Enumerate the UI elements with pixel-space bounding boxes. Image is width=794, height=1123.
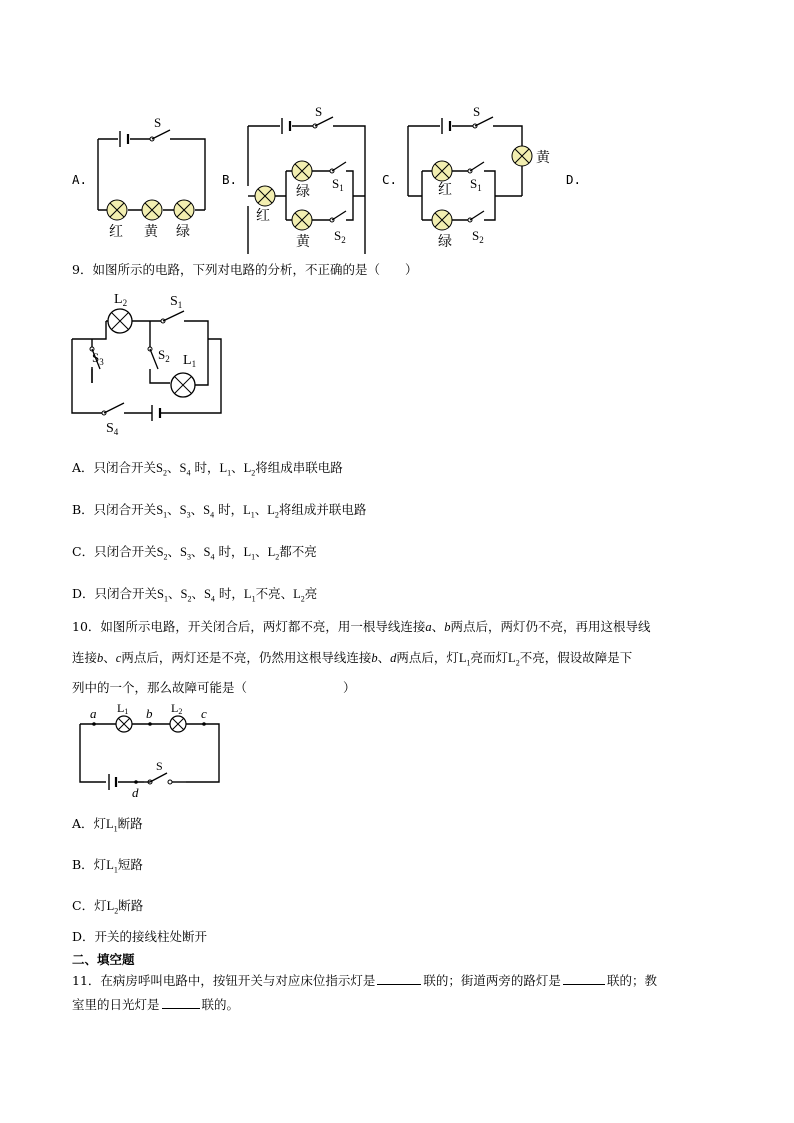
circuit-diagram-q10: [74, 700, 229, 802]
switch-s-label: S: [315, 104, 323, 119]
switch-s2-label: $S_2$: [158, 347, 170, 364]
lamp-yellow: [512, 146, 532, 166]
switch-s2-label: $S_2$: [334, 228, 346, 245]
q9-option-c[interactable]: C．只闭合开关$S_2$、$S_3$、$S_4$ 时，$L_1$、$L_2$都不亮: [72, 544, 317, 562]
lamp-yellow: [292, 210, 312, 230]
point-b-label: b: [146, 706, 153, 721]
question-10-line1: 10．如图所示电路，开关闭合后，两灯都不亮，用一根导线连接a、b两点后，两灯仍不亮，再用这根导线: [72, 619, 651, 634]
lamp-yellow-label: 黄: [144, 225, 158, 240]
lamp-green-label: 绿: [296, 185, 310, 200]
point-d-label: d: [132, 785, 139, 800]
circuit-diagram-b: [240, 104, 375, 254]
point-c-label: c: [201, 706, 207, 721]
blank-2[interactable]: [563, 972, 605, 985]
lamp-red: [432, 161, 452, 181]
switch-s3-label: $S_3$: [92, 350, 104, 367]
lamp-red-label: 红: [438, 183, 452, 198]
switch-s-label: S: [154, 115, 162, 130]
lamp-l1-label: L1: [117, 701, 129, 716]
question-11-line1: 11．在病房呼叫电路中，按钮开关与对应床位指示灯是 联的；街道两旁的路灯是 联的；教: [72, 973, 657, 988]
option-c-label: C.: [382, 172, 398, 187]
blank-3[interactable]: [162, 996, 200, 1009]
q10-option-d[interactable]: D．开关的接线柱处断开: [72, 929, 208, 944]
q9-option-d[interactable]: D．只闭合开关$S_1$、$S_2$、$S_4$ 时，$L_1$不亮、$L_2$亮: [72, 586, 318, 604]
question-9-stem: 9．如图所示的电路，下列对电路的分析，不正确的是（ ）: [72, 262, 418, 277]
point-a-label: a: [90, 706, 97, 721]
q10-option-b[interactable]: B．灯$L_1$短路: [72, 857, 143, 875]
option-a-label: A.: [72, 172, 88, 187]
circuit-diagram-a: [90, 115, 215, 245]
q10-option-a[interactable]: A．灯$L_1$断路: [72, 816, 143, 834]
lamp-red-label: 红: [109, 225, 123, 240]
switch-s-label: S: [156, 759, 163, 773]
lamp-l2-label: $L_2$: [114, 292, 128, 308]
lamp-l2: [108, 309, 132, 333]
lamp-l2-label: L2: [171, 701, 183, 716]
lamp-l1-label: $L_1$: [183, 353, 197, 369]
switch-s2-label: $S_2$: [472, 228, 484, 245]
circuit-diagram-q9: [66, 285, 231, 440]
lamp-green: [174, 200, 194, 220]
lamp-yellow-label: 黄: [296, 235, 310, 250]
switch-s1-label: $S_1$: [332, 176, 344, 193]
q10-option-c[interactable]: C．灯$L_2$断路: [72, 898, 144, 916]
q9-option-b[interactable]: B．只闭合开关$S_1$、$S_3$、$S_4$ 时，$L_1$、$L_2$将组成并联电路: [72, 502, 367, 520]
section-title: 二、填空题: [72, 952, 135, 967]
option-b-label: B.: [222, 172, 238, 187]
switch-s-label: S: [473, 104, 481, 119]
lamp-green-label: 绿: [176, 225, 190, 240]
lamp-red-label: 红: [256, 209, 270, 224]
lamp-green-label: 绿: [438, 235, 452, 250]
lamp-red: [107, 200, 127, 220]
lamp-l1: [116, 716, 132, 732]
switch-s4-label: $S_4$: [106, 421, 119, 437]
lamp-green: [292, 161, 312, 181]
switch-s1-label: $S_1$: [470, 176, 482, 193]
lamp-yellow-label: 黄: [536, 151, 550, 166]
lamp-yellow: [142, 200, 162, 220]
lamp-red: [255, 186, 275, 206]
blank-1[interactable]: [377, 972, 421, 985]
switch-s1-label: $S_1$: [170, 294, 183, 310]
circuit-diagram-c: [400, 104, 560, 254]
option-d-label: D.: [566, 172, 582, 187]
lamp-green: [432, 210, 452, 230]
lamp-l2: [170, 716, 186, 732]
q9-option-a[interactable]: A．只闭合开关$S_2$、$S_4$ 时，$L_1$、$L_2$将组成串联电路: [72, 460, 343, 478]
question-10-line3: 列中的一个，那么故障可能是（ ）: [72, 680, 356, 695]
question-11-line2: 室里的日光灯是 联的。: [72, 997, 240, 1012]
lamp-l1: [171, 373, 195, 397]
question-10-line2: 连接b、c两点后，两灯还是不亮，仍然用这根导线连接b、d两点后，灯$L_1$亮而灯$L_2$不亮，假设故障是下: [72, 650, 633, 668]
